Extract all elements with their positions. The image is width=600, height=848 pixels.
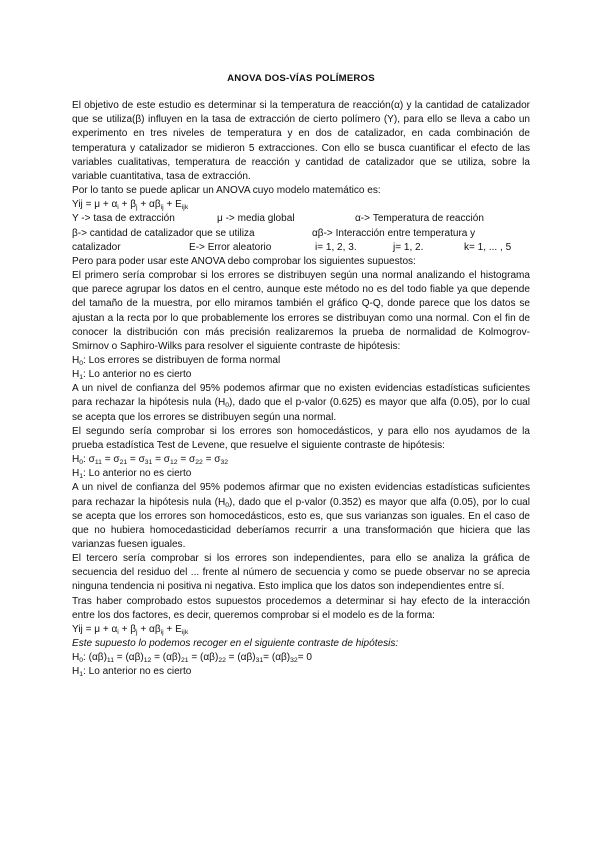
model-equation-2: Yij = $\mu + \alpha_i + \beta_j + \alpha\beta_{ij} + E_{ijk}$ bbox=[72, 623, 189, 636]
h1-levene: $H_1$: Lo anterior no es cierto bbox=[72, 468, 192, 481]
normality-paragraph: El primero sería comprobar si los errores se distribuyen según una normal analizando el histograma que parece agrupar los datos en el centro, aunque este método no es del todo fiable ya que depende del tamaño de la muestra, por ello miramos también el gráfico Q-Q, donde parece que los datos se ajustan a la recta por lo que probablemente los errores se distribuyan como una normal. Con el fin de conocer la distribución con más precisión realizaremos la prueba de normalidad de Kolmogrov-Smirnov o Saphiro-Wilks para resolver el siguiente contraste de hipótesis: bbox=[72, 270, 530, 352]
definitions-row-3: catalizador E-> Error aleatorio i= 1, 2, 3. j= 1, 2. k= 1, ... , 5 bbox=[72, 241, 512, 253]
contrast-intro: Este supuesto lo podemos recoger en el siguiente contraste de hipótesis: bbox=[72, 638, 399, 650]
h1-normality: $H_1$: Lo anterior no es cierto bbox=[72, 369, 192, 382]
definitions-row-1: Y -> tasa de extracción μ -> media global α-> Temperatura de reacción bbox=[72, 213, 484, 225]
definitions-row-2: β-> cantidad de catalizador que se utiliza αβ-> Interacción entre temperatura y bbox=[72, 227, 476, 239]
independence-paragraph: El tercero sería comprobar si los errores son independientes, para ello se analiza la gráfica de secuencia del residuo del ... frente al número de secuencia y como se puede observar no se aprecia ninguna tendencia ni positiva ni negativa. Esto implica que los datos son independientes entre sí. bbox=[72, 553, 530, 593]
normality-conclusion: A un nivel de confianza del 95% podemos afirmar que no existen evidencias estadísticas suficientes para rechazar la hipótesis nula $(H_0)$, dado que el p-valor (0.625) es mayor que alfa (0.05), por lo cual se acepta que los errores se distribuyen según una normal. bbox=[72, 383, 530, 423]
homocedasticity-conclusion: A un nivel de confianza del 95% podemos afirmar que no existen evidencias estadísticas suficientes para rechazar la hipótesis nula $(H_0)$, dado que el p-valor (0.352) es mayor que alfa (0.05), por lo cual se acepta que los errores son homocedásticos, esto es, que sus varianzas son iguales. En el caso de que no hubiera homocedasticidad deberíamos recurrir a una transformación que hiciera que las varianzas fuesen iguales. bbox=[72, 482, 530, 550]
homocedasticity-paragraph: El segundo sería comprobar si los errores son homocedásticos, y para ello nos ayudamos de la prueba estadística Test de Levene, que resuelve el siguiente contraste de hipótesis: bbox=[72, 425, 530, 451]
h0-levene: $H_0$: $\sigma_{11} = \sigma_{21} = \sigma_{31} = \sigma_{12} = \sigma_{22} = \sigma_{32}$ bbox=[72, 454, 228, 467]
document-page bbox=[72, 72, 530, 680]
h0-interaction: $H_0$: $(\alpha\beta)_{11} = (\alpha\beta)_{12} = (\alpha\beta)_{21} = (\alpha\beta)_{22} = (\alpha\beta)_{31}= (\alpha\beta)_{32}= 0$ bbox=[72, 652, 312, 665]
document-title: ANOVA DOS-VÍAS POLÍMEROS bbox=[227, 73, 375, 84]
intro-paragraph: El objetivo de este estudio es determinar si la temperatura de reacción(α) y la cantidad de catalizador que se utiliza(β) influyen en la tasa de extracción de cierto polímero (Y), para ello se lleva a cabo un experimento en tres niveles de temperatura y en dos de catalizador, en cada combinación de temperatura y catalizador se midieron 5 extracciones. Con ello se busca cuantificar el efecto de las variables cualitativas, temperatura de reacción y cantidad de catalizador que se utiliza, sobre la variable cuantitativa, tasa de extracción. bbox=[72, 100, 530, 182]
model-intro: Por lo tanto se puede aplicar un ANOVA cuyo modelo matemático es: bbox=[72, 185, 381, 197]
interaction-paragraph: Tras haber comprobado estos supuestos procedemos a determinar si hay efecto de la interacción entre los dos factores, es decir, queremos comprobar si el modelo es de la forma: bbox=[72, 595, 530, 621]
supuestos-intro: Pero para poder usar este ANOVA debo comprobar los siguientes supuestos: bbox=[72, 255, 416, 267]
h1-interaction: $H_1$: Lo anterior no es cierto bbox=[72, 666, 192, 679]
h0-normality: $H_0$: Los errores se distribuyen de forma normal bbox=[72, 354, 281, 367]
model-equation: Yij = $\mu + \alpha_i + \beta_j + \alpha\beta_{ij} + E_{ijk}$ bbox=[72, 199, 189, 212]
